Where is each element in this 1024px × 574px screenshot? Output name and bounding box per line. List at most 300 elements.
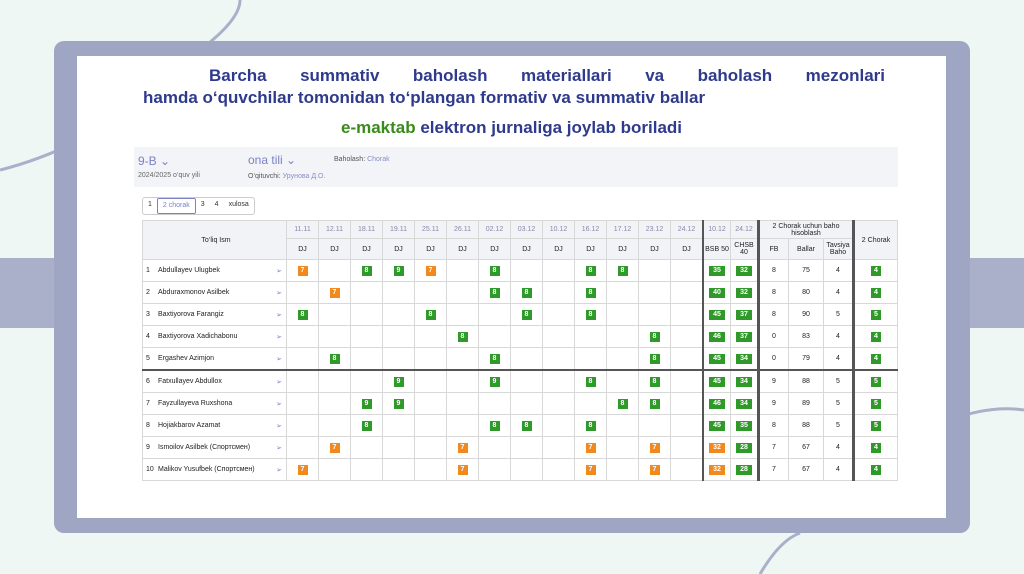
grade-cell[interactable] <box>543 304 575 326</box>
date-header[interactable]: 19.11 <box>383 221 415 239</box>
student-number: 2 <box>146 288 150 296</box>
ballar-value: 67 <box>789 459 824 481</box>
final-grade-cell[interactable] <box>854 370 898 393</box>
send-icon[interactable]: ➢ <box>276 267 282 275</box>
ballar-value: 67 <box>789 437 824 459</box>
grade-cell[interactable] <box>575 282 607 304</box>
grade-cell[interactable] <box>543 260 575 282</box>
final-grade-badge: 4 <box>871 288 881 298</box>
ballar-subheader: Ballar <box>789 239 824 260</box>
grade-cell[interactable] <box>639 304 671 326</box>
heading-word: materiallari <box>521 66 612 85</box>
final-grade-cell[interactable] <box>854 393 898 415</box>
grade-cell[interactable] <box>479 326 511 348</box>
student-name-cell <box>143 393 287 415</box>
grade-cell[interactable] <box>607 437 639 459</box>
chsb-cell[interactable] <box>731 282 759 304</box>
grade-cell[interactable] <box>543 459 575 481</box>
final-grade-badge: 4 <box>871 443 881 453</box>
grade-cell[interactable] <box>287 326 319 348</box>
student-number: 5 <box>146 354 150 362</box>
bsb-badge: 45 <box>709 421 725 431</box>
grade-cell[interactable] <box>671 326 704 348</box>
grade-cell[interactable] <box>319 393 351 415</box>
grade-badge: 8 <box>458 332 468 342</box>
grade-cell[interactable] <box>511 437 543 459</box>
grade-cell[interactable] <box>319 370 351 393</box>
bsb-cell[interactable] <box>703 348 731 371</box>
grade-cell[interactable] <box>319 304 351 326</box>
grade-cell[interactable] <box>415 459 447 481</box>
journal-screenshot <box>134 147 898 482</box>
grade-cell[interactable] <box>671 348 704 371</box>
grade-cell[interactable] <box>415 415 447 437</box>
tab-4[interactable]: 4 <box>214 201 219 208</box>
grade-cell[interactable] <box>447 415 479 437</box>
date-header[interactable]: 02.12 <box>479 221 511 239</box>
grade-cell[interactable] <box>383 415 415 437</box>
bsb-cell[interactable] <box>703 326 731 348</box>
grade-cell[interactable] <box>575 348 607 371</box>
summative-date-header[interactable]: 10.12 <box>703 221 731 239</box>
student-number: 7 <box>146 399 150 407</box>
grade-cell[interactable] <box>543 326 575 348</box>
grade-badge: 8 <box>522 288 532 298</box>
chsb-badge: 34 <box>736 377 752 387</box>
tavsiya-subheader: Tavsiya Baho <box>824 239 854 260</box>
grade-badge: 8 <box>586 377 596 387</box>
bsb-cell[interactable] <box>703 304 731 326</box>
grade-cell[interactable] <box>415 370 447 393</box>
grade-cell[interactable] <box>671 459 704 481</box>
baholash-info <box>334 156 390 163</box>
student-name[interactable]: Malikov Yusufbek (Спортсмен) <box>158 465 255 473</box>
grade-cell[interactable] <box>287 415 319 437</box>
student-name[interactable]: Ismoilov Asilbek (Спортсмен) <box>158 443 251 451</box>
grade-cell[interactable] <box>511 370 543 393</box>
tavsiya-value: 5 <box>824 304 854 326</box>
student-row <box>143 393 898 415</box>
chevron-down-icon: ⌄ <box>286 153 297 167</box>
chsb-badge: 32 <box>736 288 752 298</box>
final-grade-cell[interactable] <box>854 415 898 437</box>
class-name: 9-B <box>138 154 157 168</box>
grade-cell[interactable] <box>639 282 671 304</box>
grade-cell[interactable] <box>319 282 351 304</box>
student-name-cell <box>143 437 287 459</box>
grade-cell[interactable] <box>351 459 383 481</box>
date-header[interactable]: 16.12 <box>575 221 607 239</box>
heading-word: summativ <box>300 66 380 85</box>
send-icon[interactable]: ➢ <box>276 378 282 386</box>
baholash-label: Baholash: <box>334 156 366 163</box>
grade-badge: 8 <box>522 421 532 431</box>
grade-cell[interactable] <box>351 393 383 415</box>
final-grade-cell[interactable] <box>854 304 898 326</box>
grade-cell[interactable] <box>351 260 383 282</box>
grade-badge: 8 <box>586 266 596 276</box>
grade-cell[interactable] <box>639 326 671 348</box>
tavsiya-value: 5 <box>824 415 854 437</box>
grade-badge: 7 <box>330 288 340 298</box>
grade-cell[interactable] <box>287 393 319 415</box>
grade-cell[interactable] <box>319 348 351 371</box>
grade-badge: 8 <box>490 288 500 298</box>
grade-cell[interactable] <box>383 348 415 371</box>
chsb-badge: 34 <box>736 399 752 409</box>
subject-selector[interactable] <box>248 153 296 167</box>
tavsiya-value: 5 <box>824 370 854 393</box>
grade-cell[interactable] <box>575 370 607 393</box>
grade-cell[interactable] <box>543 437 575 459</box>
final-grade-cell[interactable] <box>854 326 898 348</box>
tavsiya-value: 4 <box>824 437 854 459</box>
grade-cell[interactable] <box>639 370 671 393</box>
chsb-cell[interactable] <box>731 459 759 481</box>
student-name[interactable]: Baxtiyorova Xadichabonu <box>158 332 238 340</box>
date-header[interactable]: 23.12 <box>639 221 671 239</box>
bsb-cell[interactable] <box>703 393 731 415</box>
grade-cell[interactable] <box>351 282 383 304</box>
grade-cell[interactable] <box>319 459 351 481</box>
final-grade-cell[interactable] <box>854 459 898 481</box>
grade-cell[interactable] <box>607 459 639 481</box>
grade-badge: 7 <box>650 443 660 453</box>
heading-line-1 <box>209 66 885 86</box>
grade-cell[interactable] <box>607 415 639 437</box>
bsb-cell[interactable] <box>703 370 731 393</box>
heading-word: baholash <box>697 66 773 85</box>
grade-cell[interactable] <box>479 437 511 459</box>
dj-subheader: DJ <box>511 239 543 260</box>
grade-cell[interactable] <box>543 282 575 304</box>
grade-cell[interactable] <box>511 304 543 326</box>
grade-cell[interactable] <box>607 370 639 393</box>
grade-badge: 7 <box>458 443 468 453</box>
ballar-value: 89 <box>789 393 824 415</box>
grade-cell[interactable] <box>447 304 479 326</box>
heading-line-3 <box>77 118 946 138</box>
tavsiya-value: 4 <box>824 459 854 481</box>
chsb-cell[interactable] <box>731 260 759 282</box>
grade-cell[interactable] <box>447 393 479 415</box>
bsb-badge: 32 <box>709 465 725 475</box>
ballar-value: 79 <box>789 348 824 371</box>
bsb-badge: 46 <box>709 332 725 342</box>
bsb-cell[interactable] <box>703 459 731 481</box>
grade-cell[interactable] <box>543 370 575 393</box>
grade-cell[interactable] <box>639 415 671 437</box>
date-header[interactable]: 24.12 <box>671 221 704 239</box>
grade-cell[interactable] <box>639 459 671 481</box>
grade-cell[interactable] <box>479 348 511 371</box>
grade-cell[interactable] <box>415 326 447 348</box>
fb-value: 9 <box>759 370 789 393</box>
quarter-tabs <box>142 197 255 215</box>
grade-cell[interactable] <box>639 348 671 371</box>
student-name[interactable]: Fayzullayeva Ruxshona <box>158 399 233 407</box>
grade-cell[interactable] <box>479 393 511 415</box>
grade-cell[interactable] <box>415 304 447 326</box>
grade-cell[interactable] <box>575 326 607 348</box>
grade-cell[interactable] <box>287 348 319 371</box>
student-name[interactable]: Ergashev Azimjon <box>158 354 215 362</box>
date-header[interactable]: 18.11 <box>351 221 383 239</box>
final-grade-cell[interactable] <box>854 282 898 304</box>
bsb-cell[interactable] <box>703 415 731 437</box>
ballar-value: 80 <box>789 282 824 304</box>
grade-cell[interactable] <box>479 459 511 481</box>
send-icon[interactable]: ➢ <box>276 422 282 430</box>
grade-cell[interactable] <box>351 326 383 348</box>
grade-cell[interactable] <box>671 370 704 393</box>
bsb-badge: 46 <box>709 399 725 409</box>
slide <box>77 56 946 518</box>
grade-badge: 8 <box>618 266 628 276</box>
tab-xulosa[interactable]: xulosa <box>228 201 249 208</box>
grade-cell[interactable] <box>447 348 479 371</box>
grade-cell[interactable] <box>319 415 351 437</box>
grade-cell[interactable] <box>351 370 383 393</box>
grade-cell[interactable] <box>447 437 479 459</box>
grade-cell[interactable] <box>479 260 511 282</box>
grade-cell[interactable] <box>479 282 511 304</box>
bsb-badge: 45 <box>709 310 725 320</box>
send-icon[interactable]: ➢ <box>276 444 282 452</box>
heading-word: va <box>645 66 665 85</box>
grade-cell[interactable] <box>511 415 543 437</box>
chsb-badge: 34 <box>736 354 752 364</box>
grade-cell[interactable] <box>479 370 511 393</box>
grade-cell[interactable] <box>447 370 479 393</box>
student-name-cell <box>143 459 287 481</box>
grade-cell[interactable] <box>351 304 383 326</box>
grade-cell[interactable] <box>383 437 415 459</box>
grade-cell[interactable] <box>607 260 639 282</box>
bsb-cell[interactable] <box>703 260 731 282</box>
send-icon[interactable]: ➢ <box>276 355 282 363</box>
grade-cell[interactable] <box>287 370 319 393</box>
grade-cell[interactable] <box>607 393 639 415</box>
tab-3[interactable]: 3 <box>200 201 205 208</box>
final-grade-cell[interactable] <box>854 260 898 282</box>
summative-date-header[interactable]: 24.12 <box>731 221 759 239</box>
grade-cell[interactable] <box>383 459 415 481</box>
grade-cell[interactable] <box>447 260 479 282</box>
chsb-cell[interactable] <box>731 437 759 459</box>
grade-cell[interactable] <box>287 260 319 282</box>
grade-cell[interactable] <box>511 459 543 481</box>
student-name[interactable]: Abduraxmonov Asilbek <box>158 288 230 296</box>
grade-cell[interactable] <box>511 348 543 371</box>
grade-cell[interactable] <box>415 437 447 459</box>
grade-cell[interactable] <box>575 415 607 437</box>
chsb-cell[interactable] <box>731 326 759 348</box>
grade-badge: 8 <box>650 332 660 342</box>
grade-cell[interactable] <box>287 437 319 459</box>
bsb-cell[interactable] <box>703 282 731 304</box>
date-header[interactable]: 03.12 <box>511 221 543 239</box>
grade-cell[interactable] <box>511 393 543 415</box>
grade-cell[interactable] <box>319 437 351 459</box>
grade-cell[interactable] <box>607 282 639 304</box>
student-row <box>143 348 898 371</box>
chsb-badge: 32 <box>736 266 752 276</box>
grade-cell[interactable] <box>575 437 607 459</box>
grade-badge: 8 <box>522 310 532 320</box>
dj-subheader: DJ <box>479 239 511 260</box>
student-row <box>143 282 898 304</box>
send-icon[interactable]: ➢ <box>276 289 282 297</box>
grades-table <box>142 220 898 481</box>
chsb-cell[interactable] <box>731 370 759 393</box>
fb-subheader: FB <box>759 239 789 260</box>
grade-cell[interactable] <box>351 348 383 371</box>
student-name-cell <box>143 370 287 393</box>
ballar-value: 83 <box>789 326 824 348</box>
grade-cell[interactable] <box>287 459 319 481</box>
tab-2-chorak[interactable]: 2 chorak <box>157 198 196 214</box>
date-header[interactable]: 12.11 <box>319 221 351 239</box>
bsb-subheader: BSB 50 <box>703 239 731 260</box>
chsb-cell[interactable] <box>731 304 759 326</box>
grade-cell[interactable] <box>319 260 351 282</box>
final-grade-badge: 5 <box>871 310 881 320</box>
dj-subheader: DJ <box>543 239 575 260</box>
send-icon[interactable]: ➢ <box>276 311 282 319</box>
student-row <box>143 437 898 459</box>
chsb-cell[interactable] <box>731 348 759 371</box>
fb-value: 8 <box>759 282 789 304</box>
grade-cell[interactable] <box>607 304 639 326</box>
date-header[interactable]: 11.11 <box>287 221 319 239</box>
student-number: 10 <box>146 465 154 473</box>
grade-badge: 8 <box>586 310 596 320</box>
grade-cell[interactable] <box>383 370 415 393</box>
final-grade-badge: 4 <box>871 354 881 364</box>
grade-cell[interactable] <box>351 415 383 437</box>
grade-badge: 8 <box>586 421 596 431</box>
grade-cell[interactable] <box>351 437 383 459</box>
grade-cell[interactable] <box>639 260 671 282</box>
grade-cell[interactable] <box>447 326 479 348</box>
grade-cell[interactable] <box>575 260 607 282</box>
chsb-cell[interactable] <box>731 393 759 415</box>
student-name-cell <box>143 260 287 282</box>
grade-cell[interactable] <box>383 304 415 326</box>
grade-cell[interactable] <box>671 437 704 459</box>
send-icon[interactable]: ➢ <box>276 333 282 341</box>
grade-cell[interactable] <box>639 437 671 459</box>
grade-cell[interactable] <box>607 348 639 371</box>
grade-cell[interactable] <box>287 282 319 304</box>
grade-cell[interactable] <box>479 415 511 437</box>
grade-cell[interactable] <box>543 415 575 437</box>
fb-value: 8 <box>759 304 789 326</box>
student-name-cell <box>143 326 287 348</box>
grade-badge: 9 <box>362 399 372 409</box>
dj-subheader: DJ <box>287 239 319 260</box>
grade-cell[interactable] <box>415 282 447 304</box>
grade-cell[interactable] <box>575 459 607 481</box>
student-name[interactable]: Hojiakbarov Azamat <box>158 421 221 429</box>
grade-cell[interactable] <box>415 260 447 282</box>
student-name[interactable]: Abdullayev Ulugbek <box>158 266 220 274</box>
date-header[interactable]: 17.12 <box>607 221 639 239</box>
grade-cell[interactable] <box>671 393 704 415</box>
date-header[interactable]: 10.12 <box>543 221 575 239</box>
student-row <box>143 370 898 393</box>
grade-badge: 7 <box>650 465 660 475</box>
student-name[interactable]: Fatxullayev Abdullox <box>158 377 222 385</box>
grade-cell[interactable] <box>511 326 543 348</box>
class-selector[interactable] <box>138 154 170 168</box>
grade-cell[interactable] <box>543 348 575 371</box>
student-row <box>143 459 898 481</box>
grade-cell[interactable] <box>511 260 543 282</box>
send-icon[interactable]: ➢ <box>276 466 282 474</box>
grade-cell[interactable] <box>447 282 479 304</box>
grade-cell[interactable] <box>511 282 543 304</box>
grade-cell[interactable] <box>383 326 415 348</box>
grade-cell[interactable] <box>543 393 575 415</box>
grade-cell[interactable] <box>383 260 415 282</box>
student-row <box>143 260 898 282</box>
grade-badge: 8 <box>650 399 660 409</box>
date-header[interactable]: 25.11 <box>415 221 447 239</box>
grade-cell[interactable] <box>575 393 607 415</box>
student-row <box>143 415 898 437</box>
final-grade-cell[interactable] <box>854 348 898 371</box>
student-name[interactable]: Baxtiyorova Farangiz <box>158 310 224 318</box>
chsb-cell[interactable] <box>731 415 759 437</box>
grade-badge: 9 <box>394 266 404 276</box>
final-grade-badge: 4 <box>871 266 881 276</box>
grade-badge: 9 <box>394 377 404 387</box>
fb-value: 8 <box>759 415 789 437</box>
grade-badge: 8 <box>362 266 372 276</box>
chsb-badge: 37 <box>736 332 752 342</box>
grade-cell[interactable] <box>671 260 704 282</box>
final-grade-cell[interactable] <box>854 437 898 459</box>
date-header[interactable]: 26.11 <box>447 221 479 239</box>
grade-cell[interactable] <box>383 282 415 304</box>
tab-1[interactable]: 1 <box>148 201 152 208</box>
grade-cell[interactable] <box>639 393 671 415</box>
grade-cell[interactable] <box>447 459 479 481</box>
ballar-value: 88 <box>789 415 824 437</box>
grade-cell[interactable] <box>671 304 704 326</box>
grade-cell[interactable] <box>671 415 704 437</box>
grade-cell[interactable] <box>415 348 447 371</box>
send-icon[interactable]: ➢ <box>276 400 282 408</box>
bsb-badge: 45 <box>709 354 725 364</box>
grade-cell[interactable] <box>383 393 415 415</box>
grade-badge: 8 <box>426 310 436 320</box>
grade-cell[interactable] <box>479 304 511 326</box>
tavsiya-value: 4 <box>824 282 854 304</box>
grade-cell[interactable] <box>287 304 319 326</box>
teacher-info <box>248 173 325 180</box>
grade-cell[interactable] <box>415 393 447 415</box>
grade-cell[interactable] <box>319 326 351 348</box>
fb-value: 9 <box>759 393 789 415</box>
grade-cell[interactable] <box>575 304 607 326</box>
grade-cell[interactable] <box>607 326 639 348</box>
bsb-cell[interactable] <box>703 437 731 459</box>
grade-cell[interactable] <box>671 282 704 304</box>
heading-word: mezonlari <box>805 66 885 85</box>
